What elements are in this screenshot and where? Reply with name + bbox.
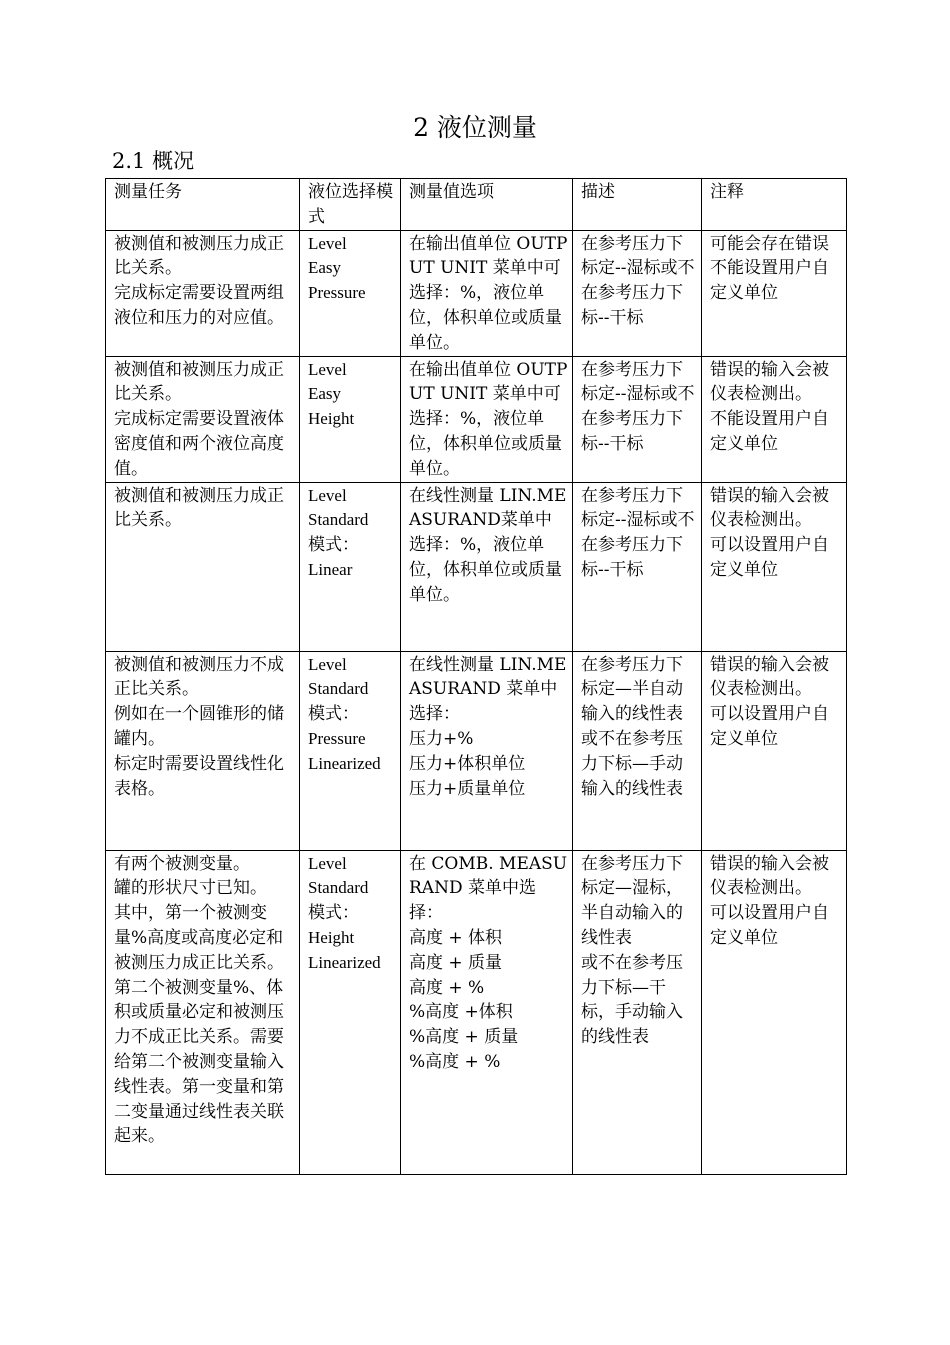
overview-table: [105, 178, 847, 1175]
header-description: 描述: [573, 179, 702, 231]
header-notes: 注释: [702, 179, 847, 231]
options-cell: [401, 356, 573, 482]
header-measured-value-options: 测量值选项: [401, 179, 573, 231]
cell-text: 或不在参考压力下标—手动输入的线性表: [581, 728, 683, 799]
cell-text: 高度 + 体积: [409, 927, 503, 948]
note-cell: [702, 850, 847, 1174]
cell-text: 完成标定需要设置两组液位和压力的对应值。: [114, 283, 284, 328]
cell-text: %高度 + %: [409, 1051, 501, 1072]
mode-cell: [300, 850, 401, 1174]
cell-text: 压力+体积单位: [409, 753, 526, 774]
table-row: [106, 356, 847, 482]
cell-text: 在输出值单位 OUTPUT UNIT 菜单中可选择：%，液位单位，体积单位或质量单位。: [409, 359, 568, 479]
cell-text: Level: [308, 853, 347, 873]
cell-text: Pressure: [308, 728, 366, 748]
cell-text: 可以设置用户自定义单位: [710, 704, 829, 749]
table-row: [106, 482, 847, 651]
cell-text: 错误的输入会被仪表检测出。: [710, 853, 829, 899]
cell-text: 在参考压力下标定—湿标，半自动输入的线性表: [581, 853, 683, 948]
task-cell: [106, 482, 300, 651]
cell-text: 被测值和被测压力成正比关系。: [114, 485, 284, 531]
header-level-mode: 液位选择模式: [300, 179, 401, 231]
cell-text: Standard: [308, 679, 369, 699]
cell-text: 在参考压力下标定—半自动输入的线性表: [581, 654, 683, 725]
mode-cell: [300, 482, 401, 651]
options-cell: [401, 230, 573, 356]
section-title: 2.1 概况: [112, 149, 195, 173]
cell-text: Level: [308, 485, 347, 505]
cell-text: 不能设置用户自定义单位: [710, 258, 829, 304]
cell-text: Standard: [308, 878, 369, 898]
cell-text: Easy: [308, 258, 342, 278]
table-row: [106, 230, 847, 356]
cell-text: 其中，第一个被测变量%高度或高度必定和被测压力成正比关系。第二个被测变量%、体积或质量必定和被测压力不成正比关系。需要给第二个被测变量输入线性表。第一变量和第二变量通过线性表关联起来。: [114, 903, 284, 1147]
cell-text: 在参考压力下标定--湿标或不在参考压力下标--干标: [581, 233, 695, 328]
options-cell: [401, 482, 573, 651]
cell-text: 错误的输入会被仪表检测出。: [710, 654, 829, 700]
options-cell: [401, 850, 573, 1174]
task-cell: [106, 850, 300, 1174]
table-header-row: [106, 179, 847, 231]
cell-text: 高度 + 质量: [409, 952, 503, 973]
cell-text: 被测值和被测压力成正比关系。: [114, 359, 284, 405]
header-measurement-task: 测量任务: [106, 179, 300, 231]
cell-text: 模式：: [308, 535, 359, 555]
task-cell: [106, 651, 300, 850]
cell-text: %高度 +体积: [409, 1002, 513, 1023]
cell-text: 在线性测量 LIN.MEASURAND菜单中选择：%，液位单位，体积单位或质量单位。: [409, 485, 567, 605]
cell-text: 在 COMB. MEASURAND 菜单中选择：: [409, 853, 568, 924]
cell-text: 被测值和被测压力不成正比关系。: [114, 654, 284, 700]
note-cell: [702, 230, 847, 356]
note-cell: [702, 651, 847, 850]
description-cell: [573, 651, 702, 850]
cell-text: 高度 + %: [409, 977, 485, 998]
cell-text: 完成标定需要设置液体密度值和两个液位高度值。: [114, 409, 284, 479]
cell-text: 错误的输入会被仪表检测出。: [710, 359, 829, 405]
cell-text: 在参考压力下标定--湿标或不在参考压力下标--干标: [581, 485, 695, 580]
description-cell: [573, 230, 702, 356]
description-cell: [573, 356, 702, 482]
cell-text: 标定时需要设置线性化表格。: [114, 753, 284, 799]
cell-text: Height: [308, 409, 355, 429]
cell-text: Level: [308, 359, 347, 379]
cell-text: 模式：: [308, 704, 359, 724]
cell-text: 或不在参考压力下标—干标，手动输入的线性表: [581, 952, 683, 1048]
mode-cell: [300, 356, 401, 482]
cell-text: Standard: [308, 510, 369, 530]
description-cell: [573, 850, 702, 1174]
cell-text: 错误的输入会被仪表检测出。: [710, 485, 829, 531]
cell-text: 例如在一个圆锥形的储罐内。: [114, 704, 284, 749]
cell-text: Easy: [308, 384, 342, 404]
cell-text: 压力+质量单位: [409, 778, 526, 799]
cell-text: 可以设置用户自定义单位: [710, 535, 829, 580]
note-cell: [702, 356, 847, 482]
cell-text: 在输出值单位 OUTPUT UNIT 菜单中可选择：%，液位单位，体积单位或质量单位。: [409, 233, 568, 353]
cell-text: 模式：: [308, 903, 359, 923]
cell-text: Linearized: [308, 952, 381, 972]
task-cell: [106, 356, 300, 482]
cell-text: 不能设置用户自定义单位: [710, 409, 829, 454]
page-title: 2 液位测量: [413, 113, 537, 142]
cell-text: Level: [308, 654, 347, 674]
cell-text: 在参考压力下标定--湿标或不在参考压力下标--干标: [581, 359, 695, 454]
cell-text: %高度 + 质量: [409, 1027, 519, 1048]
cell-text: 罐的形状尺寸已知。: [114, 878, 267, 899]
mode-cell: [300, 651, 401, 850]
note-cell: [702, 482, 847, 651]
mode-cell: [300, 230, 401, 356]
options-cell: [401, 651, 573, 850]
cell-text: Height: [308, 927, 355, 947]
table-row: [106, 651, 847, 850]
cell-text: 有两个被测变量。: [114, 853, 250, 874]
cell-text: 压力+%: [409, 728, 474, 749]
cell-text: Linear: [308, 559, 353, 579]
cell-text: Linearized: [308, 753, 381, 773]
cell-text: 可能会存在错误: [710, 233, 829, 254]
cell-text: Level: [308, 233, 347, 253]
table-row: [106, 850, 847, 1174]
cell-text: 被测值和被测压力成正比关系。: [114, 233, 284, 279]
cell-text: 在线性测量 LIN.MEASURAND 菜单中选择：: [409, 654, 567, 725]
cell-text: 可以设置用户自定义单位: [710, 903, 829, 948]
cell-text: Pressure: [308, 283, 366, 303]
description-cell: [573, 482, 702, 651]
task-cell: [106, 230, 300, 356]
